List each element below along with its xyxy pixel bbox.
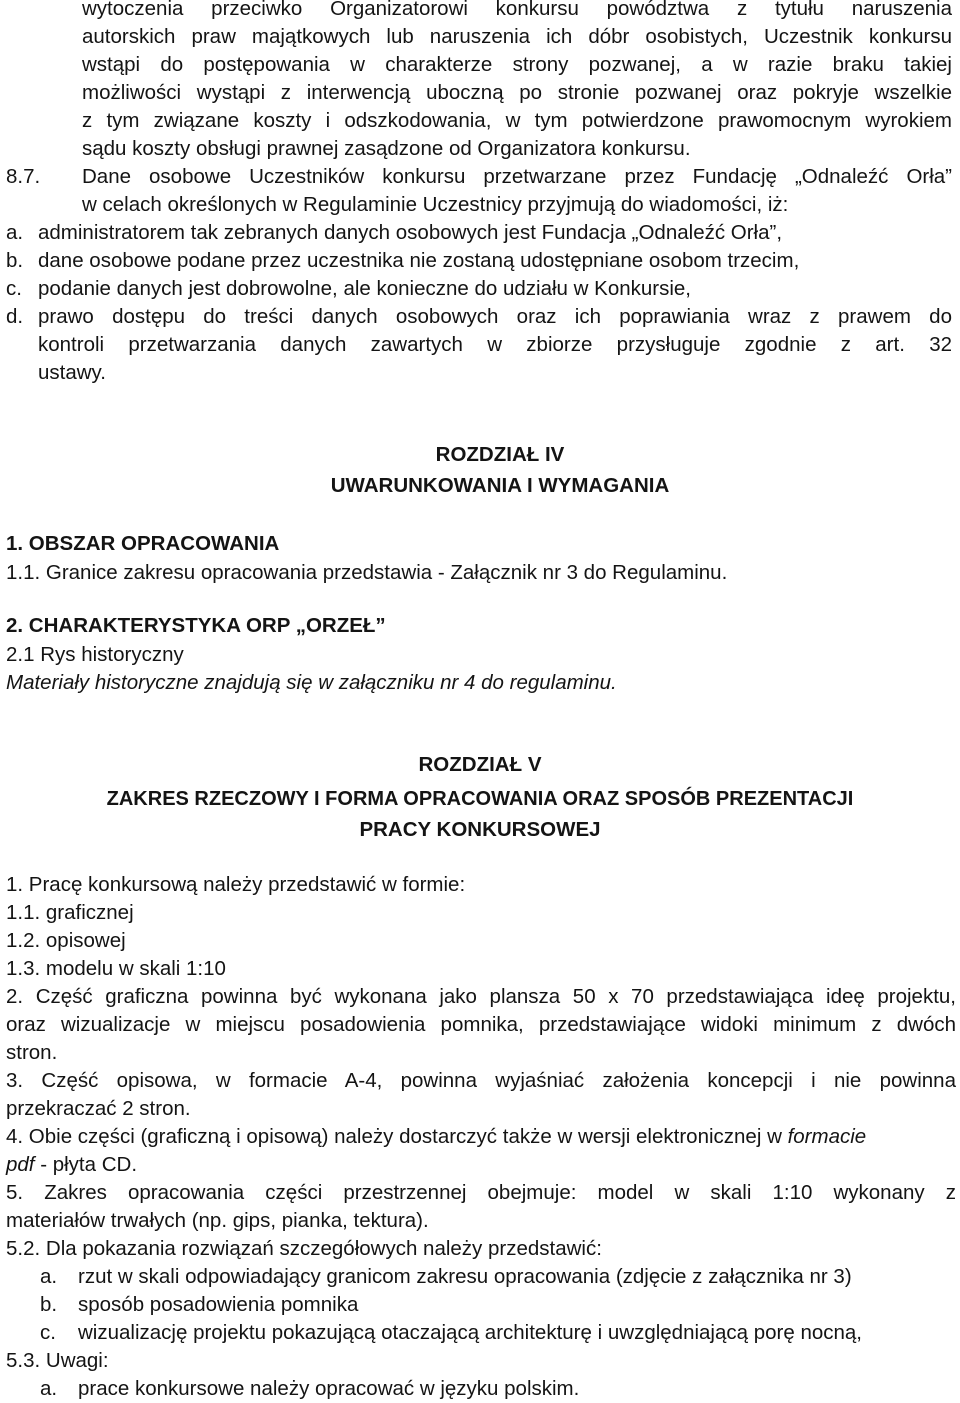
list-item-text: ustawy.	[38, 361, 106, 384]
list-marker: a.	[40, 1377, 58, 1400]
text-line: oraz wizualizacje w miejscu posadowienia pomnika, przedstawiające widoki minimum z dwóch	[6, 1013, 956, 1036]
text-line: stron.	[6, 1041, 58, 1064]
text-segment: 4. Obie części (graficzną i opisową) należy dostarczyć także w wersji elektronicznej w	[6, 1125, 788, 1148]
text-line: wstąpi do postępowania w charakterze strony pozwanej, a w razie braku takiej	[82, 53, 952, 76]
list-item-text: dane osobowe podane przez uczestnika nie zostaną udostępniane osobom trzecim,	[38, 249, 800, 272]
italic-note: Materiały historyczne znajdują się w załączniku nr 4 do regulaminu.	[6, 671, 617, 694]
text-line: materiałów trwałych (np. gips, pianka, tektura).	[6, 1209, 429, 1232]
list-marker: b.	[40, 1293, 58, 1316]
text-line: sądu koszty obsługi prawnej zasądzone od Organizatora konkursu.	[82, 137, 691, 160]
text-line: 1.3. modelu w skali 1:10	[6, 957, 226, 980]
text-line: 5.3. Uwagi:	[6, 1349, 109, 1372]
section-heading: 2. CHARAKTERYSTYKA ORP „ORZEŁ”	[6, 614, 386, 637]
list-marker: b.	[6, 249, 24, 272]
text-line: 1. Pracę konkursową należy przedstawić w formie:	[6, 873, 466, 896]
text-line: 1.1. Granice zakresu opracowania przedstawia - Załącznik nr 3 do Regulaminu.	[6, 561, 728, 584]
text-line: przekraczać 2 stron.	[6, 1097, 191, 1120]
chapter-subtitle: UWARUNKOWANIA I WYMAGANIA	[330, 474, 670, 497]
text-line: 3. Część opisowa, w formacie A-4, powinna wyjaśniać założenia koncepcji i nie powinna	[6, 1069, 956, 1092]
text-line	[6, 1151, 960, 1179]
text-line: autorskich praw majątkowych lub naruszenia ich dóbr osobistych, Uczestnik konkursu	[82, 25, 952, 48]
italic-term: pdf	[6, 1153, 35, 1176]
text-line: 5. Zakres opracowania części przestrzennej obejmuje: model w skali 1:10 wykonany z	[6, 1181, 956, 1204]
chapter-subtitle: PRACY KONKURSOWEJ	[359, 818, 601, 841]
chapter-subtitle: ZAKRES RZECZOWY I FORMA OPRACOWANIA ORAZ SPOSÓB PREZENTACJI	[106, 788, 854, 810]
text-line: wytoczenia przeciwko Organizatorowi konkursu powództwa z tytułu naruszenia	[82, 0, 952, 20]
text-line: 2.1 Rys historyczny	[6, 643, 184, 666]
chapter-title: ROZDZIAŁ IV	[435, 443, 565, 466]
list-item-text: prawo dostępu do treści danych osobowych oraz ich poprawiania wraz z prawem do	[38, 305, 952, 328]
text-line	[6, 1123, 956, 1151]
text-line: możliwości wystąpi z interwencją uboczną po stronie pozwanej oraz pokryje wszelkie	[82, 81, 952, 104]
list-item-text: kontroli przetwarzania danych zawartych w zbiorze przysługuje zgodnie z art. 32	[38, 333, 952, 356]
list-item-text: administratorem tak zebranych danych osobowych jest Fundacja „Odnaleźć Orła”,	[38, 221, 783, 244]
list-item-text: prace konkursowe należy opracować w języku polskim.	[78, 1377, 580, 1400]
chapter-title: ROZDZIAŁ V	[418, 753, 542, 776]
text-line: 5.2. Dla pokazania rozwiązań szczegółowych należy przedstawić:	[6, 1237, 602, 1260]
list-item-text: rzut w skali odpowiadający granicom zakresu opracowania (zdjęcie z załącznika nr 3)	[78, 1265, 852, 1288]
list-marker: c.	[40, 1321, 56, 1344]
list-marker: c.	[6, 277, 22, 300]
list-item-text: podanie danych jest dobrowolne, ale konieczne do udziału w Konkursie,	[38, 277, 692, 300]
list-marker: a.	[6, 221, 24, 244]
list-marker: a.	[40, 1265, 58, 1288]
text-line: w celach określonych w Regulaminie Uczestnicy przyjmują do wiadomości, iż:	[82, 193, 789, 216]
text-line: Dane osobowe Uczestników konkursu przetwarzane przez Fundację „Odnaleźć Orła”	[82, 165, 952, 188]
text-segment: - płyta CD.	[34, 1153, 138, 1176]
text-line: 2. Część graficzna powinna być wykonana jako plansza 50 x 70 przedstawiająca ideę projektu,	[6, 985, 956, 1008]
list-marker: d.	[6, 305, 24, 328]
list-item-text: wizualizację projektu pokazującą otaczającą architekturę i uwzględniającą porę nocną,	[78, 1321, 863, 1344]
item-number: 8.7.	[6, 165, 41, 188]
text-line: 1.2. opisowej	[6, 929, 126, 952]
italic-term: formacie	[787, 1125, 867, 1148]
text-line: z tym związane koszty i odszkodowania, w tym potwierdzone prawomocnym wyrokiem	[82, 109, 952, 132]
list-item-text: sposób posadowienia pomnika	[78, 1293, 359, 1316]
section-heading: 1. OBSZAR OPRACOWANIA	[6, 532, 280, 555]
text-line: 1.1. graficznej	[6, 901, 134, 924]
